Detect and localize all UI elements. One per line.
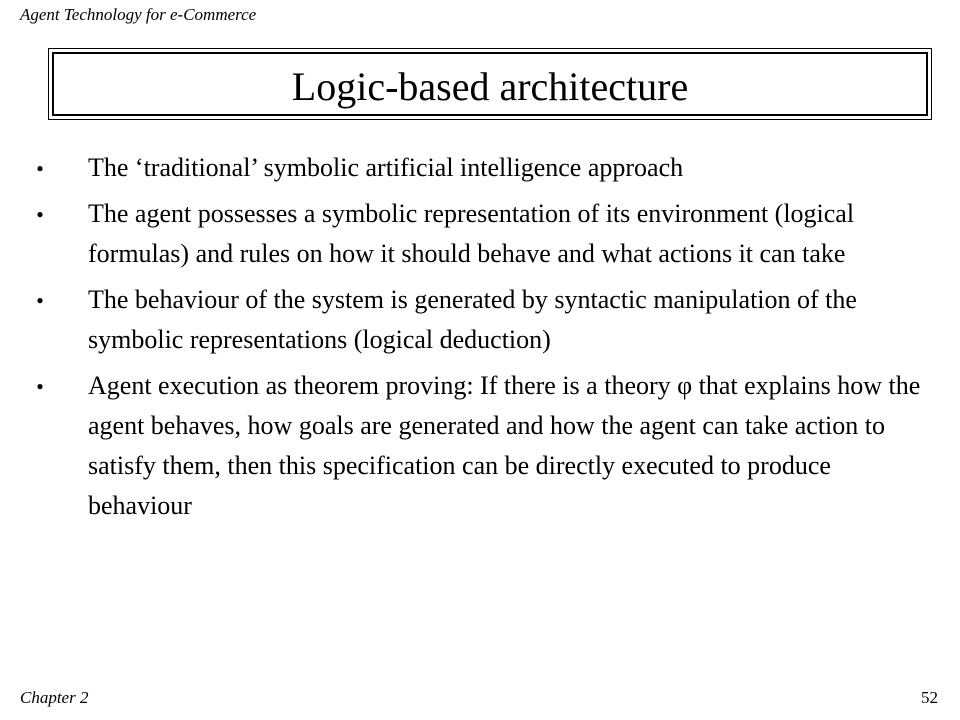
bullet-dot-icon: ● <box>36 293 44 307</box>
course-title: Agent Technology for e-Commerce <box>20 5 257 24</box>
bullet-text: The behaviour of the system is generated by syntactic manipulation of the symbolic representations (logical deduction) <box>88 285 857 354</box>
bullet-item <box>30 194 930 274</box>
bullet-text: The ‘traditional’ symbolic artificial intelligence approach <box>88 153 684 182</box>
slide-title-box <box>48 48 932 120</box>
bullet-dot-icon: ● <box>36 379 44 393</box>
bullet-dot-icon: ● <box>36 161 44 175</box>
bullet-list <box>30 148 930 532</box>
bullet-dot-icon: ● <box>36 207 44 221</box>
bullet-item <box>30 148 930 188</box>
bullet-text: The agent possesses a symbolic representation of its environment (logical formulas) and rules on how it should behave and what actions it can take <box>88 199 855 268</box>
chapter-label: Chapter 2 <box>20 688 89 707</box>
page-number: 52 <box>921 688 938 707</box>
bullet-item <box>30 280 930 360</box>
bullet-item <box>30 366 930 526</box>
bullet-text: Agent execution as theorem proving: If there is a theory φ that explains how the agent behaves, how goals are generated and how the agent can take action to satisfy them, then this specification can be directly executed to produce behaviour <box>88 371 921 520</box>
slide-title: Logic-based architecture <box>291 64 689 109</box>
